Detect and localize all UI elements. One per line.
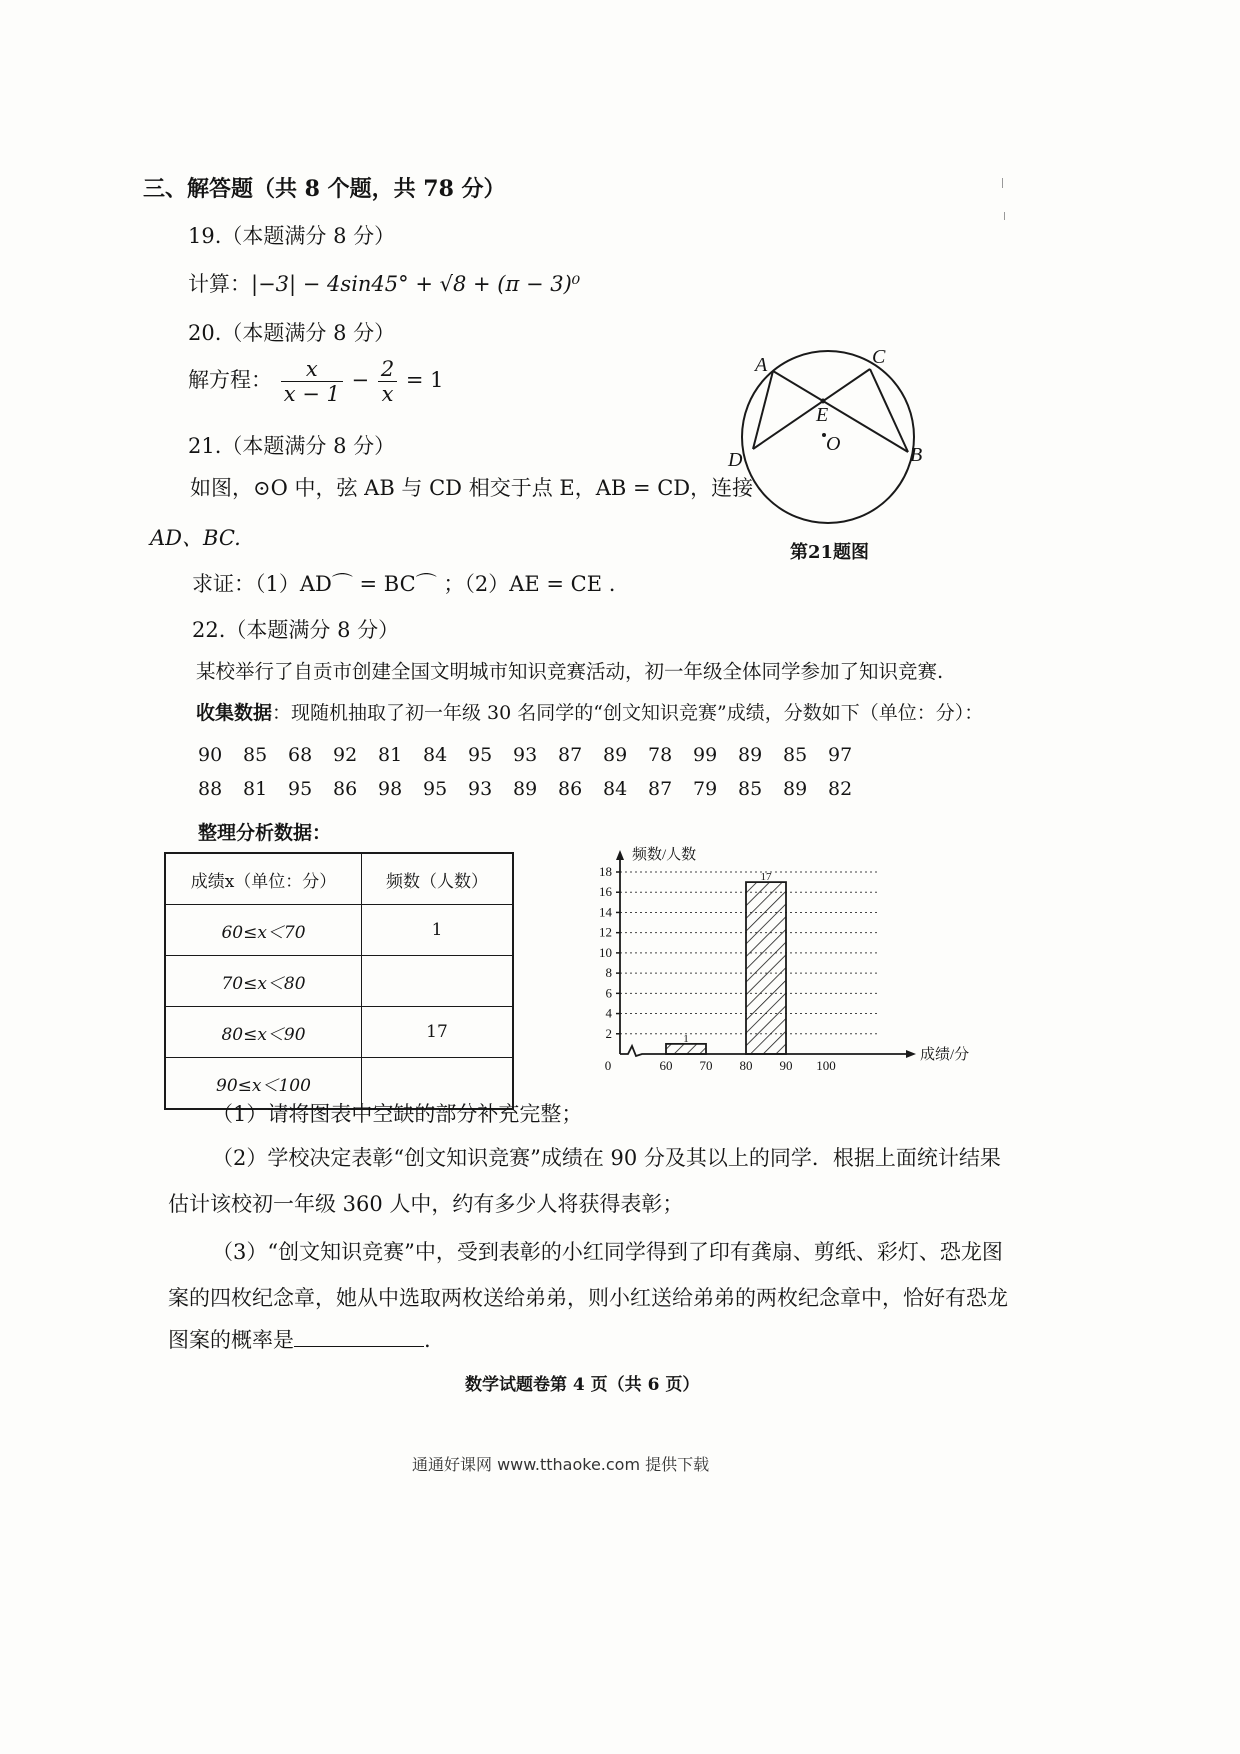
q19-prefix: 计算： — [188, 272, 251, 296]
score-value: 89 — [513, 778, 538, 800]
y-tick-label: 14 — [599, 904, 612, 920]
y-tick-label: 16 — [599, 884, 612, 900]
score-value: 95 — [468, 744, 493, 766]
q20-fraction-1: $\frac{x}{x - 1}$ — [281, 357, 343, 406]
y-tick-label: 6 — [605, 985, 612, 1001]
label-d: D — [728, 449, 743, 471]
q21-header: 21.（本题满分 8 分） — [188, 434, 396, 458]
score-value: 85 — [738, 778, 763, 800]
scan-mark — [1004, 212, 1005, 220]
q22-part3-line2: 案的四枚纪念章，她从中选取两枚送给弟弟，则小红送给弟弟的两枚纪念章中，恰好有恐龙 — [168, 1286, 1008, 1310]
q21-figure-caption: 第21题图 — [790, 542, 870, 563]
table-cell-range: 90≤x＜100 — [165, 1058, 362, 1110]
table-cell-range: 60≤x＜70 — [165, 905, 362, 956]
bar-value-label: 17 — [760, 871, 772, 884]
x-axis-arrow — [906, 1050, 916, 1058]
q22-intro: 某校举行了自贡市创建全国文明城市知识竞赛活动，初一年级全体同学参加了知识竞赛. — [196, 660, 944, 683]
q19-expression: |−3| − 4sin45° + √8 + (π − 3)⁰ — [251, 272, 581, 296]
label-e: E — [816, 404, 829, 426]
x-tick-label: 60 — [659, 1058, 673, 1073]
q22-part3-text: 图案的概率是 — [168, 1328, 294, 1352]
y-tick-label: 4 — [605, 1005, 612, 1021]
x-tick-label: 90 — [779, 1058, 793, 1073]
table-cell-count — [362, 956, 514, 1007]
section-title: 三、解答题（共 8 个题，共 78 分） — [143, 176, 506, 202]
q21-circle-figure — [718, 340, 938, 540]
score-value: 84 — [603, 778, 628, 800]
x-tick-label: 80 — [739, 1058, 753, 1073]
q22-part2-line1: （2）学校决定表彰“创文知识竞赛”成绩在 90 分及其以上的同学．根据上面统计结果 — [212, 1146, 1001, 1170]
score-value: 86 — [558, 778, 583, 800]
y-axis-arrow — [616, 850, 624, 860]
x-tick-label: 70 — [699, 1058, 713, 1073]
frequency-histogram — [590, 832, 1010, 1084]
q21-prove: 求证：（1）AD⌒ = BC⌒ ；（2）AE = CE . — [192, 572, 616, 596]
q20-prefix: 解方程： — [188, 368, 272, 392]
q19-header: 19.（本题满分 8 分） — [188, 224, 396, 248]
score-value: 68 — [288, 744, 313, 766]
table-row — [165, 905, 513, 956]
score-value: 93 — [513, 744, 538, 766]
bar-value-label: 1 — [683, 1032, 689, 1045]
q22-part3-line3 — [168, 1324, 431, 1354]
score-value: 89 — [603, 744, 628, 766]
chord-ab — [773, 371, 908, 452]
score-value: 90 — [198, 744, 223, 766]
score-value: 81 — [243, 778, 268, 800]
y-tick-label: 8 — [605, 965, 612, 981]
scores-row-2 — [198, 778, 873, 800]
table-row — [165, 956, 513, 1007]
y-axis-label: 频数/人数 — [632, 847, 697, 863]
q20-body — [188, 357, 444, 406]
y-tick-label: 12 — [599, 924, 612, 940]
page-footer: 数学试题卷第 4 页（共 6 页） — [465, 1375, 700, 1395]
table-cell-count: 17 — [362, 1007, 514, 1058]
frequency-table — [164, 852, 514, 1110]
table-header-count: 频数（人数） — [362, 853, 514, 905]
q22-part1: （1）请将图表中空缺的部分补充完整； — [212, 1102, 583, 1126]
score-value: 89 — [738, 744, 763, 766]
q20-fraction-2: $\frac{2}{x}$ — [378, 357, 397, 406]
score-value: 89 — [783, 778, 808, 800]
q22-collect-text: ：现随机抽取了初一年级 30 名同学的“创文知识竞赛”成绩，分数如下（单位：分）： — [272, 702, 984, 724]
label-b: B — [910, 444, 923, 466]
q20-header: 20.（本题满分 8 分） — [188, 321, 396, 345]
q20-rhs: = 1 — [405, 368, 444, 392]
score-value: 87 — [648, 778, 673, 800]
x-axis-label: 成绩/分 — [920, 1047, 970, 1063]
q22-header: 22.（本题满分 8 分） — [192, 618, 400, 642]
q22-collect-label: 收集数据 — [196, 702, 273, 724]
watermark-text: 通通好课网 www.tthaoke.com 提供下载 — [412, 1455, 710, 1474]
score-value: 92 — [333, 744, 358, 766]
origin-label: 0 — [604, 1058, 612, 1073]
score-value: 81 — [378, 744, 403, 766]
table-header-score: 成绩x（单位：分） — [165, 853, 362, 905]
scores-row-1 — [198, 744, 873, 766]
score-value: 86 — [333, 778, 358, 800]
score-value: 88 — [198, 778, 223, 800]
label-o: O — [826, 433, 841, 455]
q20-minus: − — [351, 368, 370, 392]
q21-text-line1: 如图，⊙O 中，弦 AB 与 CD 相交于点 E，AB = CD，连接 — [190, 476, 754, 500]
score-value: 87 — [558, 744, 583, 766]
score-value: 85 — [783, 744, 808, 766]
score-value: 82 — [828, 778, 853, 800]
y-tick-label: 2 — [605, 1025, 612, 1041]
score-value: 97 — [828, 744, 853, 766]
y-tick-label: 18 — [599, 864, 612, 879]
q22-part3-end: . — [424, 1328, 431, 1352]
table-cell-range: 80≤x＜90 — [165, 1007, 362, 1058]
point-e — [821, 399, 826, 404]
answer-blank — [294, 1328, 424, 1347]
table-cell-range: 70≤x＜80 — [165, 956, 362, 1007]
q22-collect — [196, 698, 983, 725]
score-value: 78 — [648, 744, 673, 766]
q22-analyze-label: 整理分析数据： — [198, 822, 332, 844]
score-value: 84 — [423, 744, 448, 766]
y-tick-label: 10 — [599, 944, 612, 960]
q21-text-line2: AD、BC. — [150, 526, 241, 550]
q22-part3-line1: （3）“创文知识竞赛”中，受到表彰的小红同学得到了印有龚扇、剪纸、彩灯、恐龙图 — [212, 1240, 1003, 1264]
score-value: 95 — [423, 778, 448, 800]
x-tick-label: 100 — [816, 1058, 836, 1073]
scan-mark — [1002, 178, 1003, 188]
score-value: 79 — [693, 778, 718, 800]
label-c: C — [872, 346, 886, 368]
table-header-row — [165, 853, 513, 905]
score-value: 99 — [693, 744, 718, 766]
score-value: 98 — [378, 778, 403, 800]
q22-part2-line2: 估计该校初一年级 360 人中，约有多少人将获得表彰； — [168, 1192, 684, 1216]
score-value: 95 — [288, 778, 313, 800]
table-row — [165, 1007, 513, 1058]
histogram-bar — [746, 882, 786, 1054]
score-value: 93 — [468, 778, 493, 800]
histogram-bar — [666, 1044, 706, 1054]
table-cell-count: 1 — [362, 905, 514, 956]
score-value: 85 — [243, 744, 268, 766]
label-a: A — [755, 354, 768, 376]
q19-body — [188, 268, 580, 298]
